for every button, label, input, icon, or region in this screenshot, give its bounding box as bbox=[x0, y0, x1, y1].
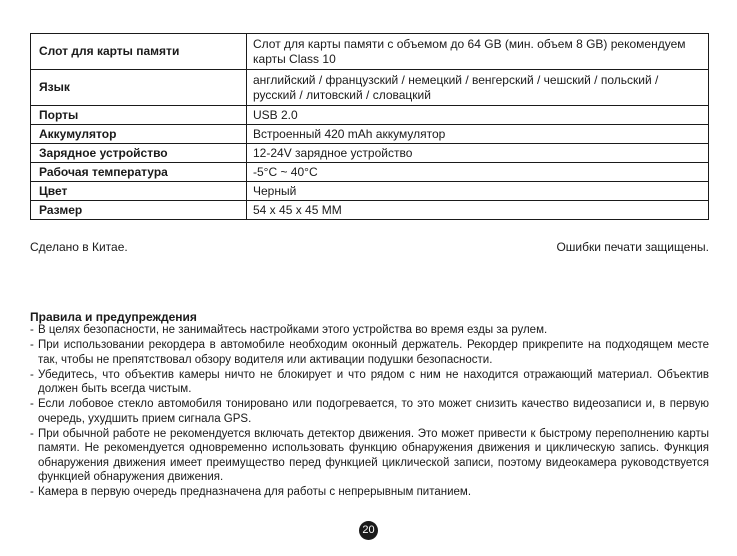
spec-label: Размер bbox=[31, 201, 247, 220]
rule-item: - Если лобовое стекло автомобиля тонировано или подогревается, то это может снизить качество видеозаписи и, в первую очередь, ухудшить прием сигнала GPS. bbox=[30, 397, 709, 426]
spec-row-memory-slot bbox=[31, 34, 709, 70]
spec-label: Зарядное устройство bbox=[31, 144, 247, 163]
spec-value: 54 x 45 x 45 MM bbox=[247, 201, 709, 220]
rules-heading: Правила и предупреждения bbox=[30, 310, 197, 324]
spec-value: Слот для карты памяти с объемом до 64 GB (мин. объем 8 GB) рекомендуем карты Class 10 bbox=[247, 34, 709, 70]
spec-row-battery bbox=[31, 125, 709, 144]
rule-item: - Убедитесь, что объектив камеры ничто не блокирует и что рядом с ним не находится отражающий материал. Объектив должен быть всегда чистым. bbox=[30, 368, 709, 397]
spec-row-operating-temperature bbox=[31, 163, 709, 182]
spec-label: Рабочая температура bbox=[31, 163, 247, 182]
spec-label: Слот для карты памяти bbox=[31, 34, 247, 70]
rules-list bbox=[30, 323, 709, 500]
spec-value: Черный bbox=[247, 182, 709, 201]
spec-label: Язык bbox=[31, 70, 247, 106]
spec-row-ports bbox=[31, 106, 709, 125]
spec-row-language bbox=[31, 70, 709, 106]
rule-item: - В целях безопасности, не занимайтесь настройками этого устройства во время езды за рулем. bbox=[30, 323, 709, 338]
rule-item: - При использовании рекордера в автомобиле необходим оконный держатель. Рекордер прикрепите на подходящем месте так, чтобы не препятствовал обзору водителя или активации подушки безопасности. bbox=[30, 338, 709, 367]
made-in-note: Сделано в Китае. bbox=[30, 240, 128, 254]
spec-row-size bbox=[31, 201, 709, 220]
spec-value: USB 2.0 bbox=[247, 106, 709, 125]
spec-row-charger bbox=[31, 144, 709, 163]
page-number: 20 bbox=[359, 521, 378, 540]
spec-value: -5°C ~ 40°C bbox=[247, 163, 709, 182]
spec-label: Аккумулятор bbox=[31, 125, 247, 144]
spec-label: Цвет bbox=[31, 182, 247, 201]
spec-value: английский / французский / немецкий / венгерский / чешский / польский / русский / литовский / словацкий bbox=[247, 70, 709, 106]
rule-item: - Камера в первую очередь предназначена для работы с непрерывным питанием. bbox=[30, 485, 709, 500]
errata-note: Ошибки печати защищены. bbox=[556, 240, 709, 254]
specifications-table bbox=[30, 33, 709, 220]
spec-label: Порты bbox=[31, 106, 247, 125]
rule-item: - При обычной работе не рекомендуется включать детектор движения. Это может привести к быстрому переполнению карты памяти. Не рекомендуется одновременно использовать функцию обнаружения движения и циклическую запись. Функция обнаружения движения имеет преимущество перед функцией циклической записи, поэтому видеокамера руководствуется функцией обнаружения движения. bbox=[30, 427, 709, 485]
spec-value: Встроенный 420 mAh аккумулятор bbox=[247, 125, 709, 144]
spec-value: 12-24V зарядное устройство bbox=[247, 144, 709, 163]
spec-row-color bbox=[31, 182, 709, 201]
